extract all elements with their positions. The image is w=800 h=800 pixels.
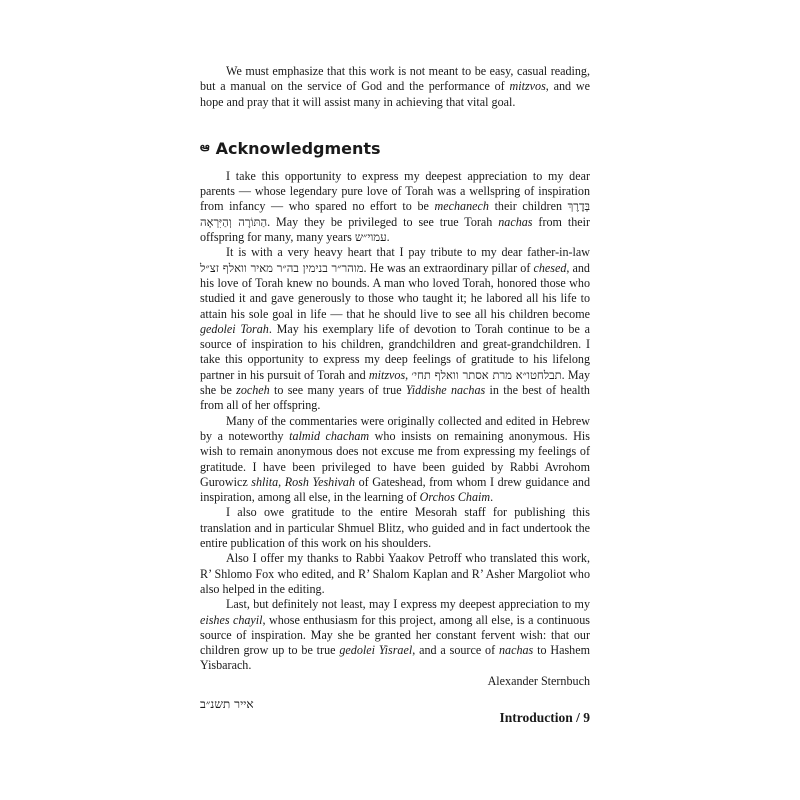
section-heading xyxy=(200,139,590,158)
paragraph-wife: Last, but definitely not least, may I express my deepest appreciation to my eishes chayil, whose enthusiasm for this project, among all else, is a continuous source of inspiration. May she be granted her constant fervent wish: that our children grow up to be true gedolei Yisrael, and a source of nachas to Hashem Yisbarach. xyxy=(200,597,591,673)
hebrew-date: אייר תשנ״ב xyxy=(200,696,254,711)
page-footer: Introduction / 9 xyxy=(499,710,590,725)
page-body xyxy=(200,64,590,712)
intro-paragraph: We must emphasize that this work is not meant to be easy, casual reading, but a manual on the service of God and the performance of mitzvos, and we hope and pray that it will assist many in achieving that vital goal. xyxy=(200,64,590,109)
heading-title: Acknowledgments xyxy=(215,138,381,158)
paragraph-parents: I take this opportunity to express my deepest appreciation to my dear parents — whose legendary pure love of Torah was a wellspring of inspiration from infancy — who spared no effort to be mechanech their children בְּדֶרֶךְ הַתּוֹרָה וְהַיִּרְאָה. May they be privileged to see true Torah nachas from their offspring for many, many years עמוי״ש. xyxy=(200,168,591,245)
paragraph-thanks: Also I offer my thanks to Rabbi Yaakov Petroff who translated this work, R’ Shlomo Fox who edited, and R’ Shalom Kaplan and R’ Asher Margoliot who also helped in the editing. xyxy=(200,551,590,596)
paragraph-mesorah: I also owe gratitude to the entire Mesorah staff for publishing this translation and in particular Shmuel Blitz, who guided and in fact undertook the entire publication of this work on his shoulders. xyxy=(200,505,590,551)
paragraph-commentaries: Many of the commentaries were originally collected and edited in Hebrew by a noteworthy talmid chacham who insists on remaining anonymous. His wish to remain anonymous does not excuse me from expressing my feelings of gratitude. I have been privileged to have been guided by Rabbi Avrohom Gurowicz shlita, Rosh Yeshivah of Gateshead, from whom I drew guidance and inspiration, among all else, in the learning of Orchos Chaim. xyxy=(200,413,590,505)
ornament-icon: ఆ xyxy=(200,139,210,154)
paragraph-father-in-law: It is with a very heavy heart that I pay tribute to my dear father-in-law מוהר״ר בנימין בה״ר מאיר וואלף זצ״ל. He was an extraordinary pillar of chesed, and his love of Torah knew no bounds. A man who loved Torah, honored those who studied it and gave generously to those who taught it; he labored all his life to attain his sole goal in life — that he should live to see all his children become gedolei Torah. May his exemplary life of devotion to Torah continue to be a source of inspiration to his children, grandchildren and great-grandchildren. I take this opportunity to express my deep feelings of gratitude to his lifelong partner in his pursuit of Torah and mitzvos, תבלחטו״א מרת אסתר וואלף תחי׳. May she be zocheh to see many years of true Yiddishe nachas in the best of health from all of her offspring. xyxy=(200,245,591,413)
signature: Alexander Sternbuch xyxy=(487,673,590,688)
